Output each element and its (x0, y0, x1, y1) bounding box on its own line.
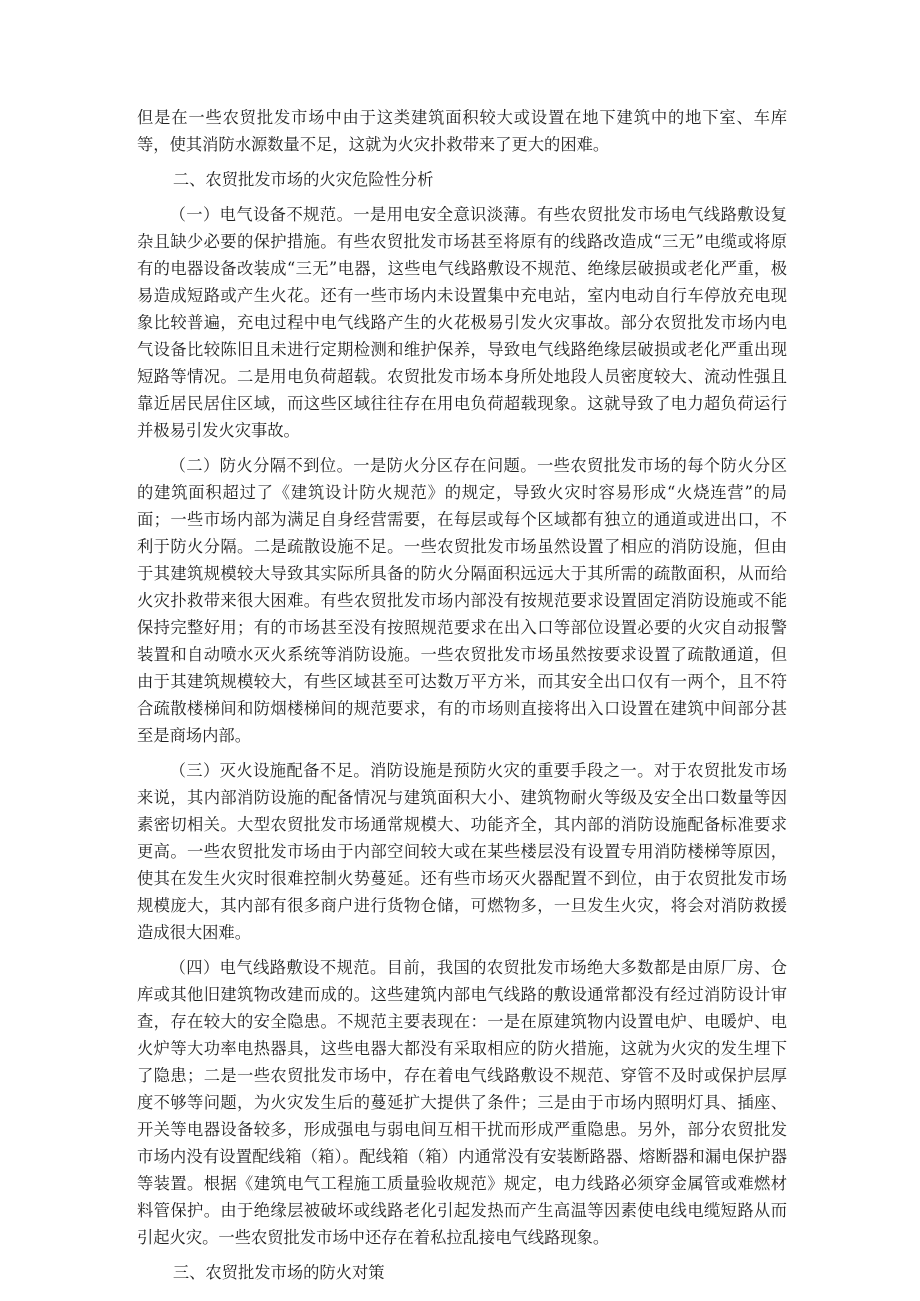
paragraph-electrical-equipment: （一）电气设备不规范。一是用电安全意识淡薄。有些农贸批发市场电气线路敷设复杂且缺少必要的保护措施。有些农贸批发市场甚至将原有的线路改造成“三无”电缆或将原有的电器设备改装成“三无”电器，这些电气线路敷设不规范、绝缘层破损或老化严重，极易造成短路或产生火花。还有一些市场内未设置集中充电站，室内电动自行车停放充电现象比较普遍，充电过程中电气线路产生的火花极易引发火灾事故。部分农贸批发市场内电气设备比较陈旧且未进行定期检测和维护保养，导致电气线路绝缘层破损或老化严重出现短路等情况。二是用电负荷超载。农贸批发市场本身所处地段人员密度较大、流动性强且靠近居民居住区域，而这些区域往往存在用电负荷超载现象。这就导致了电力超负荷运行并极易引发火灾事故。 (137, 205, 787, 440)
paragraph-firefighting-facilities: （三）灭火设施配备不足。消防设施是预防火灾的重要手段之一。对于农贸批发市场来说，其内部消防设施的配备情况与建筑面积大小、建筑物耐火等级及安全出口数量等因素密切相关。大型农贸批发市场通常规模大、功能齐全，其内部的消防设施配备标准要求更高。一些农贸批发市场由于内部空间较大或在某些楼层没有设置专用消防楼梯等原因，使其在发生火灾时很难控制火势蔓延。还有些市场灭火器配置不到位，由于农贸批发市场规模庞大，其内部有很多商户进行货物仓储，可燃物多，一旦发生火灾，将会对消防救援造成很大困难。 (137, 761, 787, 942)
document-page (137, 104, 787, 1294)
section-heading-2: 二、农贸批发市场的火灾危险性分析 (172, 170, 434, 189)
paragraph-continued: 但是在一些农贸批发市场中由于这类建筑面积较大或设置在地下建筑中的地下室、车库等，使其消防水源数量不足，这就为火灾扑救带来了更大的困难。 (137, 108, 787, 154)
paragraph-fire-separation: （二）防火分隔不到位。一是防火分区存在问题。一些农贸批发市场的每个防火分区的建筑面积超过了《建筑设计防火规范》的规定，导致火灾时容易形成“火烧连营”的局面；一些市场内部为满足自身经营需要，在每层或每个区域都有独立的通道或进出口，不利于防火分隔。二是疏散设施不足。一些农贸批发市场虽然设置了相应的消防设施，但由于其建筑规模较大导致其实际所具备的防火分隔面积远远大于其所需的疏散面积，从而给火灾扑救带来很大困难。有些农贸批发市场内部没有按规范要求设置固定消防设施或不能保持完整好用；有的市场甚至没有按照规范要求在出入口等部位设置必要的火灾自动报警装置和自动喷水灭火系统等消防设施。一些农贸批发市场虽然按要求设置了疏散通道，但由于其建筑规模较大，有些区域甚至可达数万平方米，而其安全出口仅有一两个，且不符合疏散楼梯间和防烟楼梯间的规范要求，有的市场则直接将出入口设置在建筑中间部分甚至是商场内部。 (137, 456, 787, 745)
section-heading-3: 三、农贸批发市场的防火对策 (172, 1263, 385, 1282)
paragraph-wiring: （四）电气线路敷设不规范。目前，我国的农贸批发市场绝大多数都是由原厂房、仓库或其他旧建筑物改建而成的。这些建筑内部电气线路的敷设通常都没有经过消防设计审查，存在较大的安全隐患。不规范主要表现在：一是在原建筑物内设置电炉、电暖炉、电火炉等大功率电热器具，这些电器大都没有采取相应的防火措施，这就为火灾的发生埋下了隐患；二是一些农贸批发市场中，存在着电气线路敷设不规范、穿管不及时或保护层厚度不够等问题，为火灾发生后的蔓延扩大提供了条件；三是由于市场内照明灯具、插座、开关等电器设备较多，形成强电与弱电间互相干扰而形成严重隐患。另外，部分农贸批发市场内没有设置配线箱（箱）。配线箱（箱）内通常没有安装断路器、熔断器和漏电保护器等装置。根据《建筑电气工程施工质量验收规范》规定，电力线路必须穿金属管或难燃材料管保护。由于绝缘层被破坏或线路老化引起发热而产生高温等因素使电线电缆短路从而引起火灾。一些农贸批发市场中还存在着私拉乱接电气线路现象。 (137, 958, 787, 1247)
